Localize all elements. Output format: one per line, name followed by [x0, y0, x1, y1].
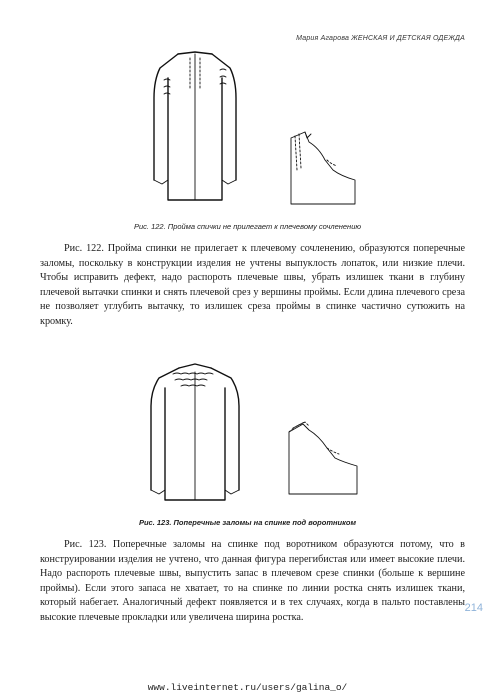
running-header: Мария Агарова ЖЕНСКАЯ И ДЕТСКАЯ ОДЕЖДА	[296, 35, 465, 42]
figure-122-pattern-piece	[285, 130, 360, 205]
figure-122-coat-back	[150, 50, 240, 210]
paragraph-1: Рис. 122. Пройма спинки не прилегает к плечевому сочленению, образуются поперечные заломы, поскольку в конструкции изделия не учтены выпуклость лопаток, или низкие плечи. Чтобы исправить дефект, надо распороть плечевые швы, убрать излишек ткани в глубину плечевой вытачки спинки и снять плечевой срез у вершины проймы. Если длина плечевого среза не позволяет углубить вытачку, то излишек среза проймы в спинке частично сутюжить на кромку.	[40, 243, 465, 327]
figure-122-caption: Рис. 122. Пройма спички не прилегает к плечевому сочленению	[134, 222, 361, 231]
source-url-footer: www.liveinternet.ru/users/galina_o/	[147, 682, 348, 693]
figure-123-coat-back	[145, 362, 245, 502]
figure-123-caption: Рис. 123. Поперечные заломы на спинке под воротником	[138, 518, 357, 527]
figure-123-pattern-piece	[283, 420, 363, 495]
paragraph-2: Рис. 123. Поперечные заломы на спинке под воротником образуются потому, что в конструировании изделия не учтено, что данная фигура перегибистая или имеет высокие плечи. Надо распороть плечевые швы, выпустить запас в плечевом срезе спинки (больше к вершине проймы). Если этого запаса не хватает, то на спинке по линии ростка снять излишек ткани, который набегает. Аналогичный дефект появляется и в тех случаях, когда в пальто поставлены высокие плечевые прокладки или увеличена ширина ростка.	[40, 539, 465, 623]
page-number: 214	[464, 602, 483, 614]
